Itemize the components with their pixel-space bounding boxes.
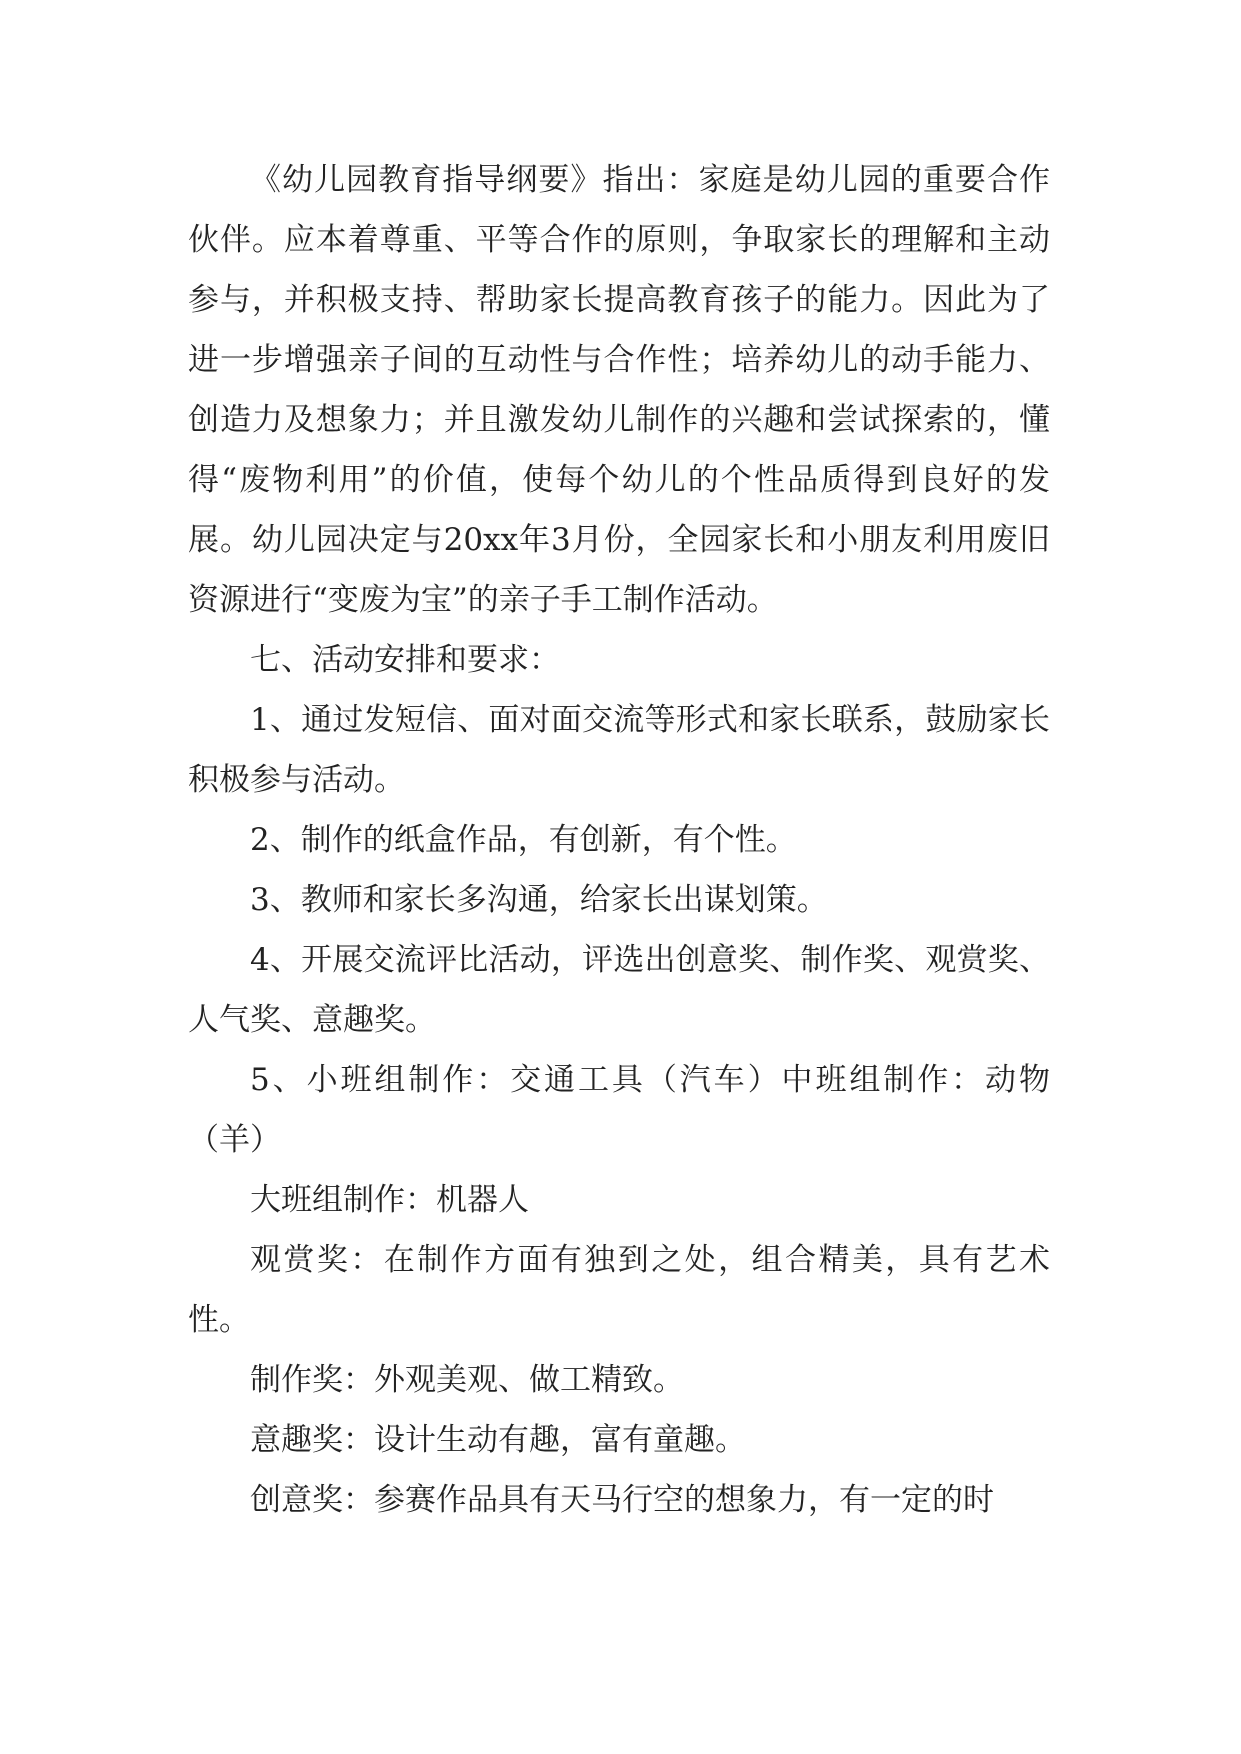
award-interest: 意趣奖：设计生动有趣，富有童趣。 (250, 1422, 746, 1458)
paragraph-intro: 《幼儿园教育指导纲要》指出：家庭是幼儿园的重要合作伙伴。应本着尊重、平等合作的原则，争取家长的理解和主动参与，并积极支持、帮助家长提高教育孩子的能力。因此为了进一步增强亲子间的互动性与合作性；培养幼儿的动手能力、创造力及想象力；并且激发幼儿制作的兴趣和尝试探索的，懂得“废物利用”的价值，使每个幼儿的个性品质得到良好的发展。幼儿园决定与20xx年3月份，全园家长和小朋友利用废旧资源进行“变废为宝”的亲子手工制作活动。 (188, 162, 1050, 618)
list-item-2: 2、制作的纸盒作品，有创新，有个性。 (250, 822, 797, 858)
award-production: 制作奖：外观美观、做工精致。 (250, 1362, 684, 1398)
document-body (188, 150, 1050, 1530)
list-item-1: 1、通过发短信、面对面交流等形式和家长联系，鼓励家长积极参与活动。 (188, 702, 1050, 798)
award-viewing: 观赏奖：在制作方面有独到之处，组合精美，具有艺术性。 (188, 1242, 1050, 1338)
list-item-4: 4、开展交流评比活动，评选出创意奖、制作奖、观赏奖、人气奖、意趣奖。 (188, 942, 1050, 1038)
paragraph-big-class: 大班组制作：机器人 (250, 1182, 529, 1218)
award-creativity: 创意奖：参赛作品具有天马行空的想象力，有一定的时 (250, 1482, 994, 1518)
list-item-3: 3、教师和家长多沟通，给家长出谋划策。 (250, 882, 828, 918)
list-item-5: 5、小班组制作：交通工具（汽车）中班组制作：动物（羊） (188, 1062, 1050, 1158)
section-heading-activity-arrangement: 七、活动安排和要求： (250, 642, 560, 678)
